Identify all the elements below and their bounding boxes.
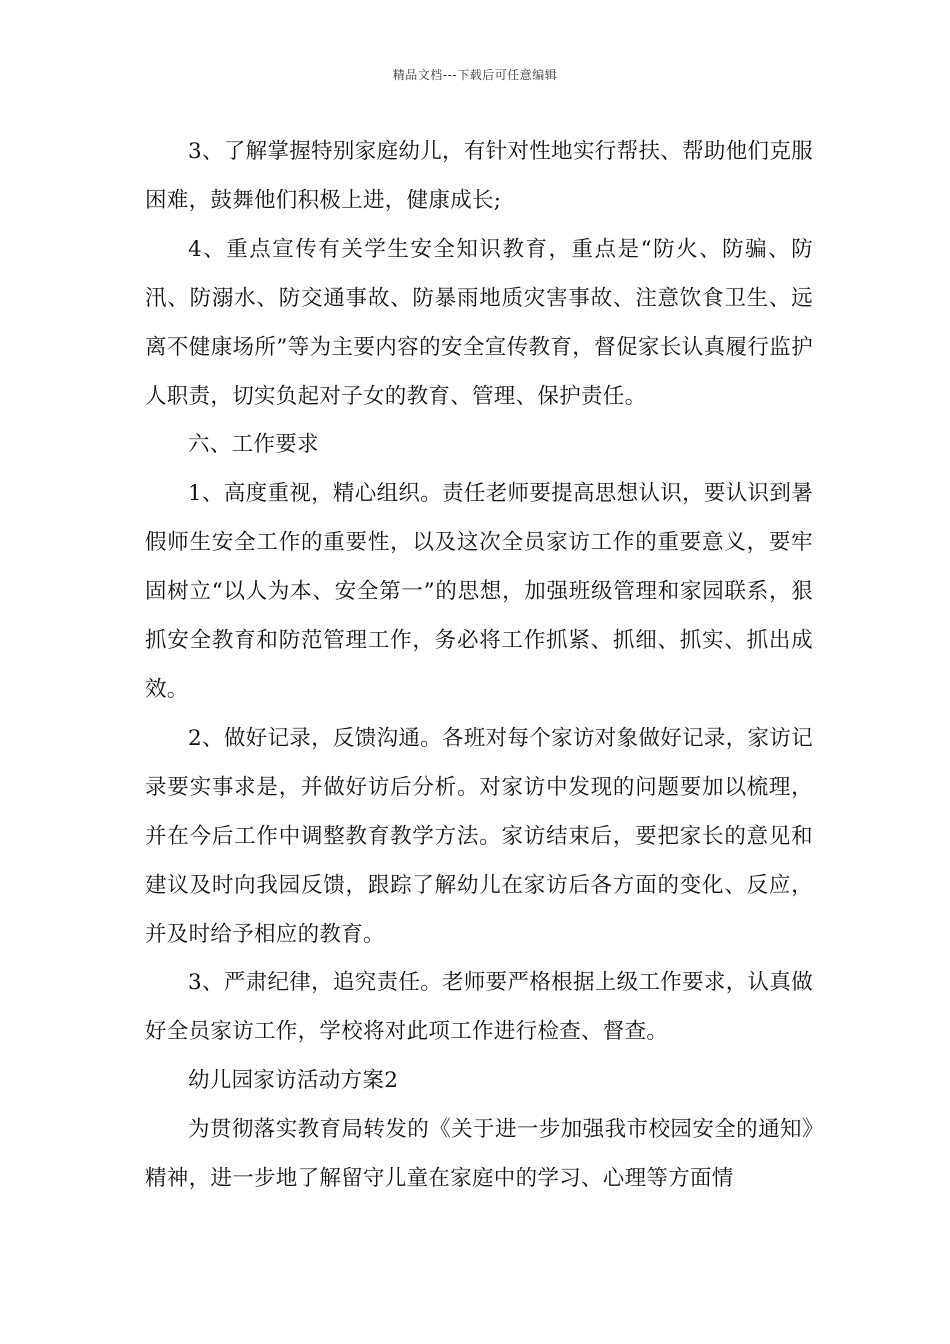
paragraph-plan-2-intro: 为贯彻落实教育局转发的《关于进一步加强我市校园安全的通知》精神，进一步地了解留守儿童在家庭中的学习、心理等方面情: [145, 1117, 813, 1192]
section-heading-plan-2: 幼儿园家访活动方案2: [188, 1068, 399, 1094]
paragraph-requirement-1: 1、高度重视，精心组织。责任老师要提高思想认识，要认识到暑假师生安全工作的重要性，以及这次全员家访工作的重要意义，要牢固树立“以人为本、安全第一”的思想，加强班级管理和家园联系，狠抓安全教育和防范管理工作，务必将工作抓紧、抓细、抓实、抓出成效。: [145, 481, 813, 702]
paragraph-requirement-3: 3、严肃纪律，追究责任。老师要严格根据上级工作要求，认真做好全员家访工作，学校将对此项工作进行检查、督查。: [145, 970, 813, 1045]
document-body: [145, 128, 813, 1204]
page-header: 精品文档---下载后可任意编辑: [392, 68, 558, 82]
paragraph-item-4: 4、重点宣传有关学生安全知识教育，重点是“防火、防骗、防汛、防溺水、防交通事故、防暴雨地质灾害事故、注意饮食卫生、远离不健康场所”等为主要内容的安全宣传教育，督促家长认真履行监护人职责，切实负起对子女的教育、管理、保护责任。: [145, 236, 813, 409]
paragraph-item-3: 3、了解掌握特别家庭幼儿，有针对性地实行帮扶、帮助他们克服困难，鼓舞他们积极上进，健康成长;: [145, 139, 813, 213]
section-heading-work-requirements: 六、工作要求: [188, 432, 319, 458]
paragraph-requirement-2: 2、做好记录，反馈沟通。各班对每个家访对象做好记录，家访记录要实事求是，并做好访后分析。对家访中发现的问题要加以梳理，并在今后工作中调整教育教学方法。家访结束后，要把家长的意见和建议及时向我园反馈，跟踪了解幼儿在家访后各方面的变化、反应，并及时给予相应的教育。: [145, 725, 813, 947]
